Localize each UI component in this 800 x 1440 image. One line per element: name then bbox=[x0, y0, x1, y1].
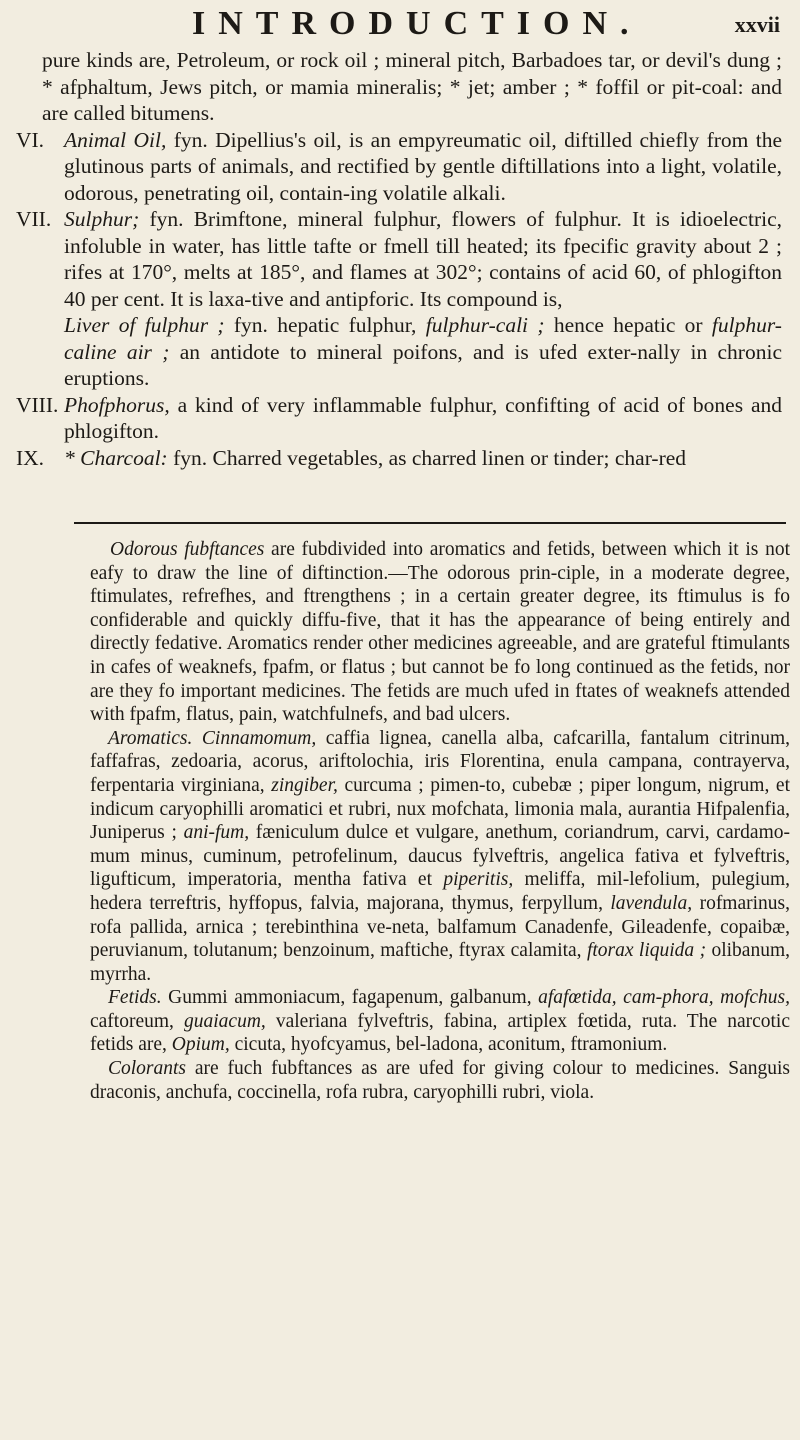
entry-animal-oil bbox=[16, 127, 782, 207]
italic-term: zingiber, bbox=[271, 774, 338, 796]
text-run: cicuta, hyofcyamus, bel-ladona, aconitum, ftramonium. bbox=[229, 1034, 668, 1056]
aromatics-runs bbox=[90, 728, 790, 985]
lower-section bbox=[90, 538, 790, 1104]
text-run: Gummi ammoniacum, fagapenum, galbanum, bbox=[161, 987, 539, 1009]
continuation-paragraph: pure kinds are, Petroleum, or rock oil ; mineral pitch, Barbadoes tar, or devil's dung ; * afphaltum, Jews pitch, or mamia mineralis; * jet; amber ; * foffil or pit-coal: and are called bitumens. bbox=[42, 48, 782, 125]
liver-term: Liver of fulphur ; bbox=[64, 313, 225, 337]
italic-term: afafœtida, cam-phora, mofchus, bbox=[538, 987, 790, 1009]
aromatics-term: Aromatics. bbox=[108, 727, 193, 749]
liver-text: an antidote to mineral poifons, and is ufed exter-nally in chronic eruptions. bbox=[64, 339, 782, 390]
text-run: curcuma ; pimen-to, cubebæ ; piper longum, nigrum, et indicum caryophilli aromatici et rubri, nux mofchata, limonia mala, aurantia Hifpalenfia, Juniperus ; bbox=[90, 774, 790, 844]
text-run: fæniculum dulce et vulgare, anethum, coriandrum, carvi, cardamo-mum minus, cuminum, petrofelinum, daucus fylveftris, angelica fativa et fylveftris, ligufticum, imperatoria, mentha fativa et bbox=[90, 822, 790, 891]
entry-sulphur bbox=[16, 206, 782, 312]
colorants-paragraph bbox=[90, 1057, 790, 1104]
text-run: olibanum, myrrha. bbox=[90, 940, 791, 985]
fetids-paragraph bbox=[90, 986, 790, 1057]
italic-term: lavendula, bbox=[610, 892, 693, 914]
entry-charcoal bbox=[16, 445, 782, 472]
text-run: meliffa, mil-lefolium, pulegium, hedera terreftris, hyffopus, falvia, majorana, thymus, ferpyllum, bbox=[90, 869, 790, 914]
italic-term: ani-fum, bbox=[183, 822, 250, 844]
page-number: xxvii bbox=[734, 12, 780, 37]
aromatics-paragraph bbox=[90, 727, 790, 987]
fetids-term: Fetids. bbox=[108, 987, 162, 1009]
liver-italic: fulphur-caline air ; bbox=[64, 313, 782, 364]
entry-numeral: VII. bbox=[16, 207, 52, 231]
liver-text: fyn. hepatic fulphur, bbox=[224, 313, 426, 337]
liver-text: hence hepatic or bbox=[544, 313, 712, 337]
entry-term: * Charcoal: bbox=[64, 445, 168, 470]
entry-term: Sulphur; bbox=[64, 207, 140, 231]
entry-numeral: VI. bbox=[16, 127, 45, 152]
section-divider bbox=[74, 522, 786, 524]
italic-term: guaiacum, bbox=[184, 1010, 266, 1032]
colorants-term: Colorants bbox=[108, 1058, 187, 1080]
entry-text: fyn. Dipellius's oil, is an empyreumatic oil, diftilled chiefly from the glutinous parts of animals, and rectified by gentle diftillations into a light, volatile, odorous, penetrating oil, contain-ing volatile alkali. bbox=[64, 127, 782, 205]
entry-text: fyn. Brimftone, mineral fulphur, flowers of fulphur. It is idioelectric, infoluble in water, has little tafte or fmell till heated; its fpecific gravity about 2 ; rifes at 170°, melts at 185°, and flames at 302°; contains of acid 60, of phlogifton 40 per cent. It is laxa-tive and antipforic. Its compound is, bbox=[64, 207, 782, 311]
entry-phosphorus bbox=[16, 392, 782, 445]
colorants-text: are fuch fubftances as are ufed for giving colour to medicines. Sanguis draconis, anchufa, coccinella, rofa rubra, caryophilli rubri, viola. bbox=[90, 1058, 790, 1103]
italic-term: Cinnamomum, bbox=[201, 727, 317, 749]
entry-numeral: VIII. bbox=[16, 392, 59, 417]
italic-term: piperitis, bbox=[443, 869, 514, 891]
running-head bbox=[0, 6, 800, 42]
text-run: caftoreum, bbox=[90, 1010, 184, 1032]
entry-text: a kind of very inflammable fulphur, confifting of acid of bones and phlogifton. bbox=[64, 392, 782, 443]
odorous-text: are fubdivided into aromatics and fetids, between which it is not eafy to draw the line of diftinction.—The odorous prin-ciple, in a moderate degree, ftimulates, refrefhes, and ftrengthens ; in a certain greater degree, its ftimulus is fo confiderable and quickly diffu-five, that it has the appearance of being entirely and directly fedative. Aromatics render other medicines agreeable, and are grateful ftimulants in cafes of weaknefs, fpafm, or flatus ; but cannot be fo long continued as the fetids, nor are they fo important medicines. The fetids are much ufed in ftates of weaknefs attended with fpafm, flatus, pain, watchfulnefs, and bad ulcers. bbox=[90, 539, 790, 726]
italic-term: Opium, bbox=[171, 1034, 230, 1056]
running-head-title: INTRODUCTION. bbox=[192, 5, 642, 42]
odorous-term: Odorous fubftances bbox=[110, 539, 265, 560]
text-run: valeriana fylveftris, fabina, artiplex fœtida, ruta. The narcotic fetids are, bbox=[90, 1010, 790, 1056]
upper-section bbox=[16, 47, 782, 471]
fetids-runs bbox=[90, 987, 790, 1055]
entry-term: Phofphorus, bbox=[64, 392, 170, 417]
entry-numeral: IX. bbox=[16, 445, 45, 470]
text-run bbox=[192, 728, 202, 749]
liver-italic: fulphur-cali ; bbox=[425, 313, 545, 337]
text-run: caffia lignea, canella alba, cafcarilla, fantalum citrinum, faffafras, zedoaria, acorus, ariftolochia, iris Florentina, enula campana, contrayerva, ferpentaria virginiana, bbox=[90, 727, 790, 796]
liver-of-sulphur-paragraph bbox=[42, 312, 782, 392]
entry-term: Animal Oil, bbox=[64, 127, 167, 152]
italic-term: ftorax liquida ; bbox=[586, 940, 707, 962]
odorous-paragraph bbox=[90, 538, 790, 727]
text-run: rofmarinus, rofa pallida, arnica ; terebinthina ve-neta, balfamum Canadenfe, Gileadenfe, copaibæ, peruvianum, tolutanum; benzoinum, maftiche, ftyrax calamita, bbox=[90, 892, 791, 962]
entry-text: fyn. Charred vegetables, as charred linen or tinder; char-red bbox=[167, 445, 687, 470]
